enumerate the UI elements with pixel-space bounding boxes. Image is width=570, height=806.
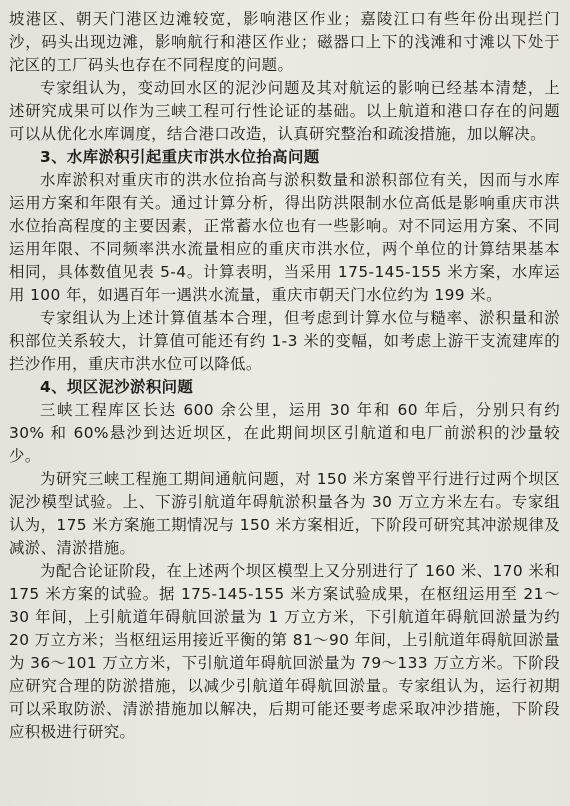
paragraph-dam-area-overview: 三峡工程库区长达 600 余公里，运用 30 年和 60 年后，分别只有约 30% 和 60%悬沙到达近坝区，在此期间坝区引航道和电厂前淤积的沙量较少。 [9,401,560,465]
section-heading-3: 3、水库淤积引起重庆市洪水位抬高问题 [40,148,320,166]
paragraph-continuation: 坡港区、朝天门港区边滩较宽，影响港区作业；嘉陵江口有些年份出现拦门沙，码头出现边滩，影响航行和港区作业；磁器口上下的浅滩和寸滩以下处于沱区的工厂码头也存在不同程度的问题。 [9,10,560,74]
paragraph-expert-opinion-backwater: 专家组认为，变动回水区的泥沙问题及其对航运的影响已经基本清楚，上述研究成果可以作为三峡工程可行性论证的基础。以上航道和港口存在的问题可以从优化水库调度，结合港口改造，认真研究整治和疏浚措施，加以解决。 [9,79,560,143]
paragraph-model-tests-175m: 为配合论证阶段，在上述两个坝区模型上又分别进行了 160 米、170 米和 175 米方案的试验。据 175-145-155 米方案试验成果，在枢纽运用至 21～30 年间，上引航道年碍航回淤量为 1 万立方米，下引航道年碍航回淤量为约 20 万立方米；当枢纽运用接近平衡的第 81～90 年间，上引航道年碍航回淤量为 36～101 万立方米，下引航道年碍航回淤量为 79～133 万立方米。下阶段应研究合理的防淤措施，以减少引航道年碍航回淤量。专家组认为，运行初期可以采取防淤、清淤措施加以解决，后期可能还要考虑采取冲沙措施，下阶段应积极进行研究。 [9,562,560,741]
section-heading-4: 4、坝区泥沙淤积问题 [40,378,194,396]
paragraph-expert-opinion-flood-level: 专家组认为上述计算值基本合理，但考虑到计算水位与糙率、淤积量和淤积部位关系较大，计算值可能还有约 1-3 米的变幅，如考虑上游干支流建库的拦沙作用，重庆市洪水位可以降低。 [9,309,560,373]
paragraph-model-tests-150m: 为研究三峡工程施工期间通航问题，对 150 米方案曾平行进行过两个坝区泥沙模型试验。上、下游引航道年碍航淤积量各为 30 万立方米左右。专家组认为，175 米方案施工期情况与 150 米方案相近，下阶段可研究其冲淤规律及减淤、清淤措施。 [9,470,560,557]
paragraph-reservoir-sedimentation: 水库淤积对重庆市的洪水位抬高与淤积数量和淤积部位有关，因而与水库运用方案和年限有关。通过计算分析，得出防洪限制水位高低是影响重庆市洪水位抬高程度的主要因素，正常蓄水位也有一些影响。对不同运用方案、不同运用年限、不同频率洪水流量相应的重庆市洪水位，两个单位的计算结果基本相同，具体数值见表 5-4。计算表明，当采用 175-145-155 米方案，水库运用 100 年，如遇百年一遇洪水流量，重庆市朝天门水位约为 199 米。 [9,171,560,304]
